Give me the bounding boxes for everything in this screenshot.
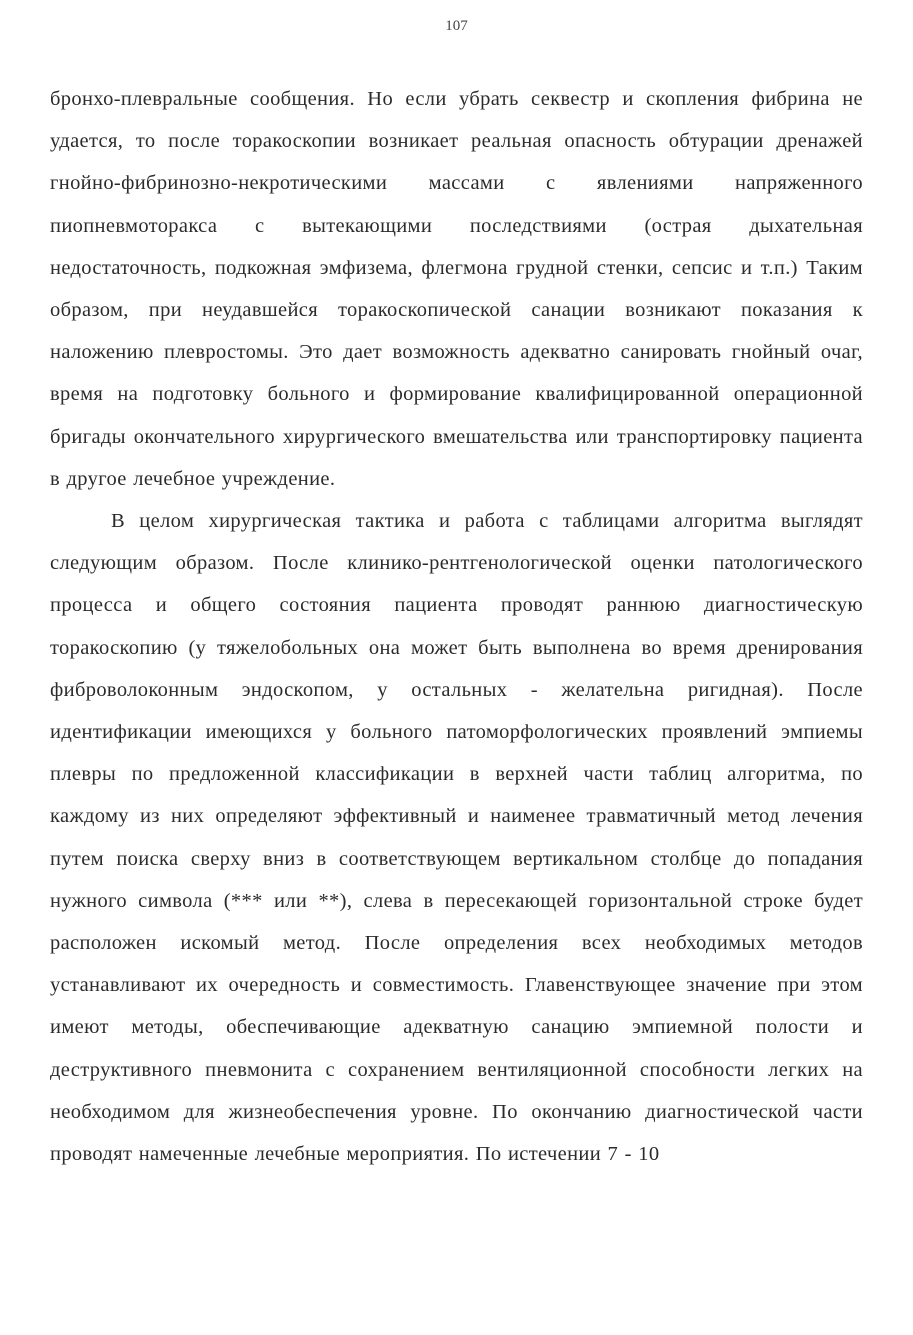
body-text <box>50 78 863 1175</box>
paragraph-2: В целом хирургическая тактика и работа с таблицами алгоритма выглядят следующим образом. После клинико-рентгенологической оценки патологического процесса и общего состояния пациента проводят раннюю диагностическую торакоскопию (у тяжелобольных она может быть выполнена во время дренирования фиброволоконным эндоскопом, у остальных - желательна ригидная). После идентификации имеющихся у больного патоморфологических проявлений эмпиемы плевры по предложенной классификации в верхней части таблиц алгоритма, по каждому из них определяют эффективный и наименее травматичный метод лечения путем поиска сверху вниз в соответствующем вертикальном столбце до попадания нужного символа (*** или **), слева в пересекающей горизонтальной строке будет расположен искомый метод. После определения всех необходимых методов устанавливают их очередность и совместимость. Главенствующее значение при этом имеют методы, обеспечивающие адекватную санацию эмпиемной полости и деструктивного пневмонита с сохранением вентиляционной способности легких на необходимом для жизнеобеспечения уровне. По окончанию диагностической части проводят намеченные лечебные мероприятия. По истечении 7 - 10 <box>50 510 863 1166</box>
paragraph-1: бронхо-плевральные сообщения. Но если убрать секвестр и скопления фибрина не удается, то после торакоскопии возникает реальная опасность обтурации дренажей гнойно-фибринозно-некротическими массами с явлениями напряженного пиопневмоторакса с вытекающими последствиями (острая дыхательная недостаточность, подкожная эмфизема, флегмона грудной стенки, сепсис и т.п.) Таким образом, при неудавшейся торакоскопической санации возникают показания к наложению плевростомы. Это дает возможность адекватно санировать гнойный очаг, время на подготовку больного и формирование квалифицированной операционной бригады окончательного хирургического вмешательства или транспортировку пациента в другое лечебное учреждение. <box>50 88 863 490</box>
page-number: 107 <box>445 18 468 34</box>
